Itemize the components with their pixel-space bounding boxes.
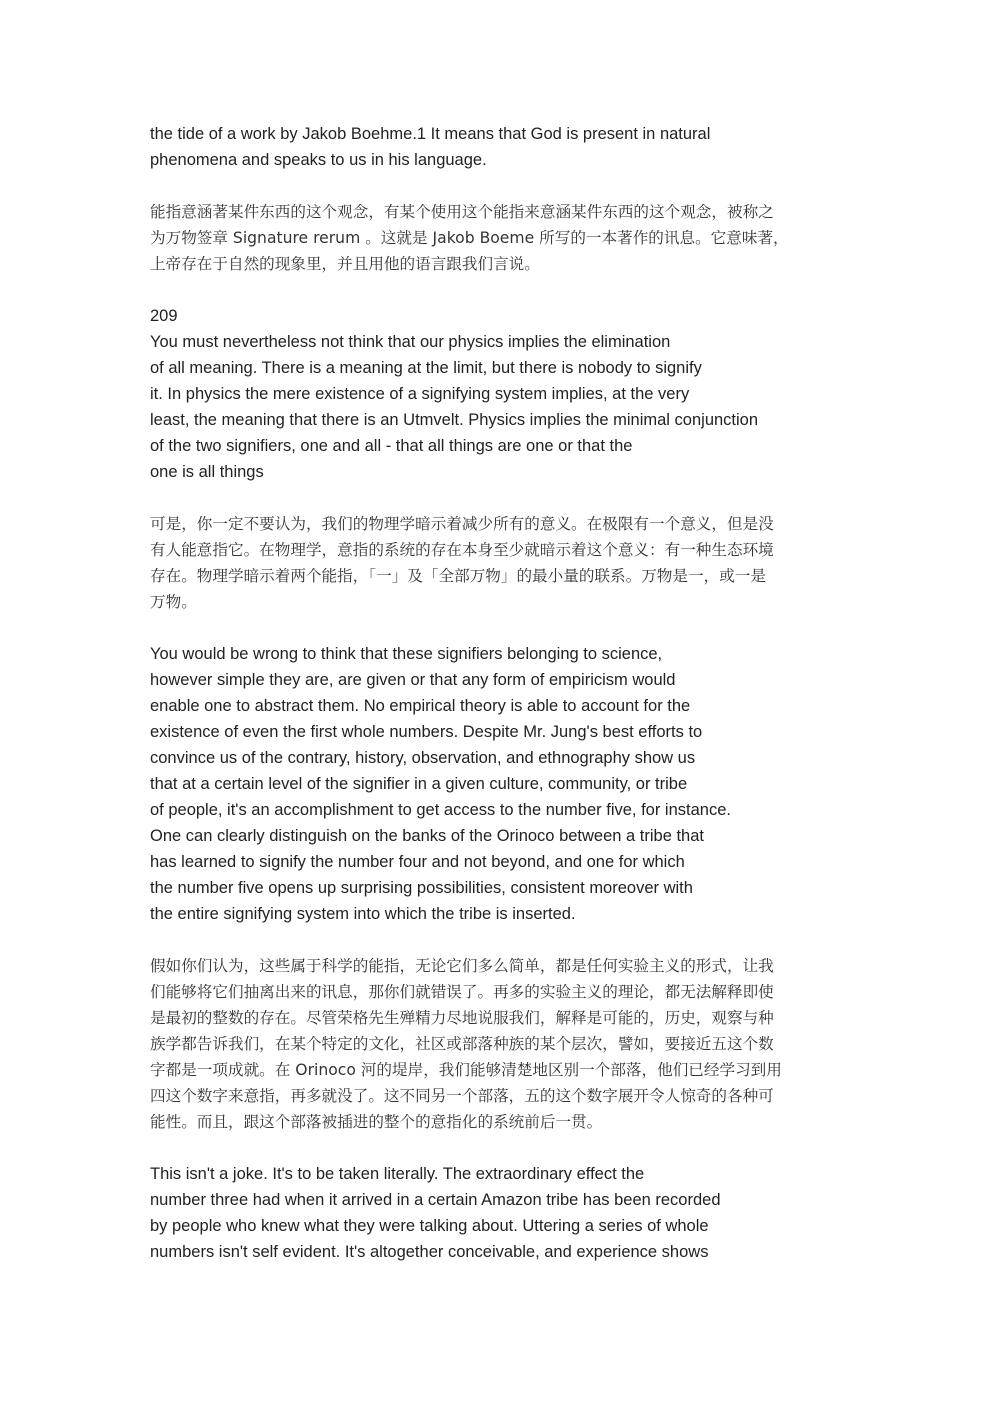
text-line: 们能够将它们抽离出来的讯息，那你们就错误了。再多的实验主义的理论，都无法解释即使 [150, 983, 774, 1001]
text-line: 可是，你一定不要认为，我们的物理学暗示着减少所有的意义。在极限有一个意义，但是没 [150, 515, 774, 533]
text-line: the tide of a work by Jakob Boehme.1 It means that God is present in natural [150, 125, 711, 143]
text-line: 字都是一项成就。在 Orinoco 河的堤岸，我们能够清楚地区别一个部落，他们已经学习到用 [150, 1061, 782, 1079]
paragraph-gap [150, 615, 850, 641]
text-line: 上帝存在于自然的现象里，并且用他的语言跟我们言说。 [150, 255, 540, 273]
paragraph-chinese-1 [150, 199, 850, 277]
paragraph-english-1 [150, 121, 850, 173]
text-line: You must nevertheless not think that our physics implies the elimination [150, 333, 671, 351]
paragraph-chinese-3 [150, 953, 850, 1135]
text-line: 是最初的整数的存在。尽管荣格先生殚精力尽地说服我们，解释是可能的，历史，观察与种 [150, 1009, 774, 1027]
text-line: it. In physics the mere existence of a signifying system implies, at the very [150, 385, 690, 403]
text-line: convince us of the contrary, history, observation, and ethnography show us [150, 749, 696, 767]
text-line: number three had when it arrived in a certain Amazon tribe has been recorded [150, 1191, 721, 1209]
paragraph-gap [150, 277, 850, 303]
text-line: that at a certain level of the signifier in a given culture, community, or tribe [150, 775, 688, 793]
text-line: You would be wrong to think that these signifiers belonging to science, [150, 645, 663, 663]
text-line: numbers isn't self evident. It's altogether conceivable, and experience shows [150, 1243, 709, 1261]
text-line: 四这个数字来意指，再多就没了。这不同另一个部落，五的这个数字展开令人惊奇的各种可 [150, 1087, 774, 1105]
text-line: enable one to abstract them. No empirical theory is able to account for the [150, 697, 691, 715]
paragraph-english-4 [150, 1161, 850, 1265]
text-line: 能性。而且，跟这个部落被插进的整个的意指化的系统前后一贯。 [150, 1113, 603, 1131]
paragraph-english-2 [150, 329, 850, 485]
text-line: the number five opens up surprising possibilities, consistent moreover with [150, 879, 693, 897]
document-page [150, 121, 850, 1265]
text-line: 存在。物理学暗示着两个能指，「一」及「全部万物」的最小量的联系。万物是一，或一是 [150, 567, 766, 585]
text-line: least, the meaning that there is an Utmvelt. Physics implies the minimal conjunction [150, 411, 759, 429]
text-line: This isn't a joke. It's to be taken literally. The extraordinary effect the [150, 1165, 645, 1183]
text-line: existence of even the first whole numbers. Despite Mr. Jung's best efforts to [150, 723, 703, 741]
text-line: 假如你们认为，这些属于科学的能指，无论它们多么简单，都是任何实验主义的形式，让我 [150, 957, 774, 975]
text-line: One can clearly distinguish on the banks of the Orinoco between a tribe that [150, 827, 704, 845]
paragraph-english-3 [150, 641, 850, 927]
page-number: 209 [150, 307, 178, 325]
paragraph-gap [150, 927, 850, 953]
paragraph-chinese-2 [150, 511, 850, 615]
text-line: phenomena and speaks to us in his language. [150, 151, 487, 169]
text-line: has learned to signify the number four and not beyond, and one for which [150, 853, 685, 871]
text-line: of the two signifiers, one and all - that all things are one or that the [150, 437, 633, 455]
text-line: of people, it's an accomplishment to get access to the number five, for instance. [150, 801, 731, 819]
paragraph-gap [150, 485, 850, 511]
text-line: the entire signifying system into which the tribe is inserted. [150, 905, 576, 923]
text-line: 为万物签章 Signature rerum 。这就是 Jakob Boeme 所写的一本著作的讯息。它意味著， [150, 229, 789, 247]
text-line: one is all things [150, 463, 264, 481]
text-line: 有人能意指它。在物理学，意指的系统的存在本身至少就暗示着这个意义：有一种生态环境 [150, 541, 774, 559]
text-line: by people who knew what they were talking about. Uttering a series of whole [150, 1217, 709, 1235]
text-line: 能指意涵著某件东西的这个观念，有某个使用这个能指来意涵某件东西的这个观念，被称之 [150, 203, 774, 221]
text-line: 万物。 [150, 593, 197, 611]
paragraph-gap [150, 173, 850, 199]
paragraph-gap [150, 1135, 850, 1161]
text-line: however simple they are, are given or that any form of empiricism would [150, 671, 676, 689]
text-line: of all meaning. There is a meaning at the limit, but there is nobody to signify [150, 359, 702, 377]
text-line: 族学都告诉我们，在某个特定的文化，社区或部落种族的某个层次，譬如，要接近五这个数 [150, 1035, 774, 1053]
